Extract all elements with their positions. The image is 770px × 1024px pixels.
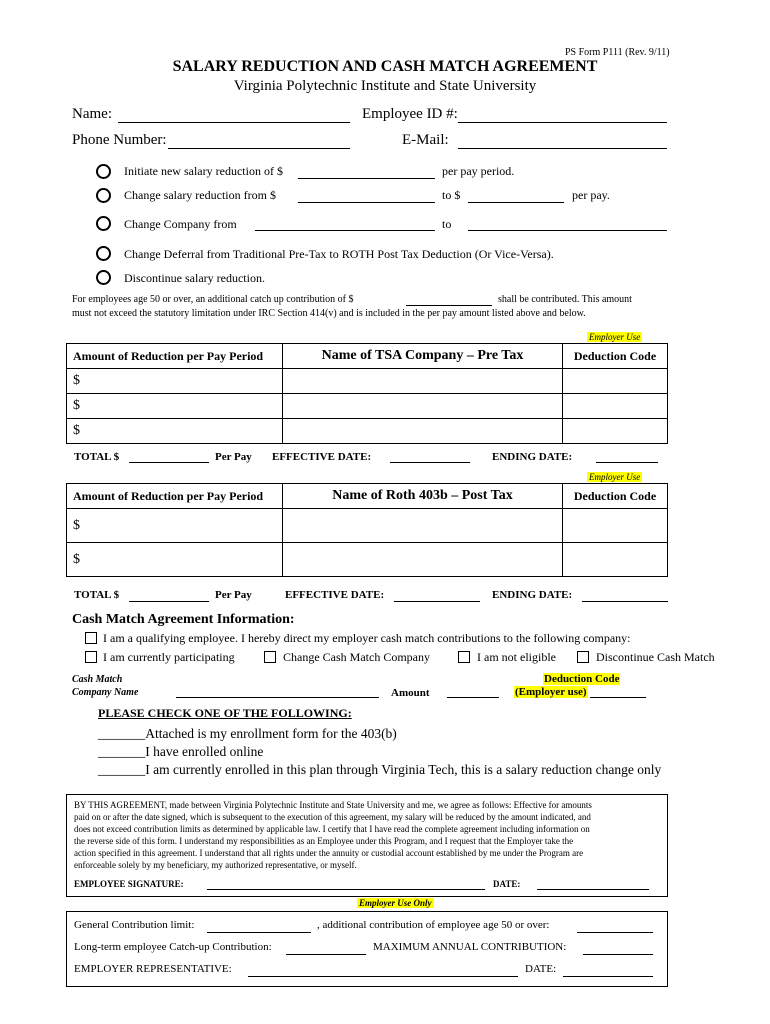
rep-date-label: DATE: [525, 963, 557, 975]
cash-match-deduction-code-field[interactable] [590, 697, 646, 698]
employee-id-label: Employee ID #: [362, 106, 458, 122]
tsa-table [66, 343, 668, 444]
general-limit-label: General Contribution limit: [74, 919, 195, 931]
roth-per-pay-label: Per Pay [215, 589, 252, 601]
employer-use-tag: Employer Use [589, 332, 641, 342]
table-row[interactable] [67, 419, 668, 444]
rep-label: EMPLOYER REPRESENTATIVE: [74, 963, 232, 975]
tsa-total-label: TOTAL $ [74, 451, 120, 463]
roth-effective-label: EFFECTIVE DATE: [285, 589, 385, 601]
change-deferral-radio[interactable] [96, 246, 111, 261]
enrollment-option-current[interactable]: _______I am currently enrolled in this plan through Virginia Tech, this is a salary reduction change only [98, 762, 662, 777]
agreement-line: enforceable solely by my beneficiary, my authorized representative, or myself. [74, 860, 357, 870]
table-row[interactable] [67, 369, 668, 394]
change-deferral-label: Change Deferral from Traditional Pre-Tax to ROTH Post Tax Deduction (Or Vice-Versa). [124, 247, 554, 261]
tsa-total-field[interactable] [129, 462, 209, 463]
name-label: Name: [72, 106, 112, 122]
discontinue-radio[interactable] [96, 270, 111, 285]
longterm-field[interactable] [286, 954, 366, 955]
additional-label: , additional contribution of employee age 50 or over: [317, 919, 550, 931]
email-field[interactable] [458, 148, 667, 149]
cash-match-company-label-2: Company Name [72, 687, 139, 698]
change-company-radio[interactable] [96, 216, 111, 231]
general-limit-field[interactable] [207, 932, 311, 933]
check-one-heading: PLEASE CHECK ONE OF THE FOLLOWING: [98, 706, 352, 720]
max-annual-field[interactable] [583, 954, 653, 955]
roth-company-cell[interactable] [283, 509, 563, 543]
catchup-amount-field[interactable] [406, 305, 492, 306]
cash-match-heading: Cash Match Agreement Information: [72, 612, 295, 627]
employer-use-only-tag: Employer Use Only [359, 898, 432, 908]
agreement-line: does not exceed contribution limits as determined by applicable law. I certify that I have read the complete agreement including information on [74, 824, 590, 834]
max-annual-label: MAXIMUM ANNUAL CONTRIBUTION: [373, 941, 567, 953]
change-cash-match-label: Change Cash Match Company [283, 650, 430, 664]
company-from-field[interactable] [255, 230, 435, 231]
tsa-effective-label: EFFECTIVE DATE: [272, 451, 372, 463]
roth-ending-field[interactable] [582, 601, 668, 602]
additional-field[interactable] [577, 932, 653, 933]
company-to-field[interactable] [468, 230, 667, 231]
cash-match-employer-use-label: (Employer use) [515, 686, 587, 698]
roth-effective-field[interactable] [394, 601, 480, 602]
catchup-text-1b: shall be contributed. This amount [498, 294, 632, 305]
signature-date-label: DATE: [493, 879, 521, 889]
roth-company-cell[interactable] [283, 543, 563, 577]
cash-match-company-field[interactable] [176, 697, 379, 698]
change-cash-match-checkbox[interactable] [264, 651, 276, 663]
roth-total-label: TOTAL $ [74, 589, 120, 601]
not-eligible-checkbox[interactable] [458, 651, 470, 663]
not-eligible-label: I am not eligible [477, 650, 556, 664]
longterm-label: Long-term employee Catch-up Contribution: [74, 941, 272, 953]
change-from-field[interactable] [298, 202, 435, 203]
name-field[interactable] [118, 122, 350, 123]
discontinue-cash-match-label: Discontinue Cash Match [596, 650, 715, 664]
table-row[interactable] [67, 394, 668, 419]
tsa-amount-cell[interactable]: $ [67, 394, 283, 419]
table-row[interactable] [67, 543, 668, 577]
employer-use-box [66, 911, 668, 987]
qualifying-checkbox[interactable] [85, 632, 97, 644]
participating-checkbox[interactable] [85, 651, 97, 663]
initiate-label: Initiate new salary reduction of $ [124, 164, 283, 178]
initiate-amount-field[interactable] [298, 178, 435, 179]
tsa-col-deduction: Deduction Code [563, 344, 668, 369]
signature-label: EMPLOYEE SIGNATURE: [74, 879, 184, 889]
tsa-company-cell[interactable] [283, 419, 563, 444]
tsa-ending-label: ENDING DATE: [492, 451, 573, 463]
cash-match-amount-label: Amount [391, 687, 430, 699]
initiate-radio[interactable] [96, 164, 111, 179]
qualifying-label: I am a qualifying employee. I hereby direct my employer cash match contributions to the following company: [103, 631, 631, 645]
university-name: Virginia Polytechnic Institute and State University [233, 78, 537, 94]
tsa-company-cell[interactable] [283, 369, 563, 394]
change-to-field[interactable] [468, 202, 564, 203]
roth-code-cell[interactable] [563, 543, 668, 577]
employer-use-tag: Employer Use [589, 472, 641, 482]
per-pay-label: per pay. [572, 188, 610, 202]
phone-label: Phone Number: [72, 132, 167, 148]
tsa-code-cell[interactable] [563, 419, 668, 444]
tsa-amount-cell[interactable]: $ [67, 419, 283, 444]
tsa-col-amount: Amount of Reduction per Pay Period [67, 344, 283, 369]
rep-field[interactable] [248, 976, 518, 977]
agreement-line: BY THIS AGREEMENT, made between Virginia Polytechnic Institute and State University and me, we agree as follows: Effective for amounts [74, 800, 592, 810]
agreement-line: paid on or after the date signed, which is subsequent to the execution of this agreement, my salary will be reduced by the amount indicated, and [74, 812, 591, 822]
employee-id-field[interactable] [458, 122, 667, 123]
cash-match-company-label-1: Cash Match [72, 674, 123, 685]
catchup-text-1a: For employees age 50 or over, an additional catch up contribution of $ [72, 294, 354, 305]
tsa-amount-cell[interactable]: $ [67, 369, 283, 394]
tsa-per-pay-label: Per Pay [215, 451, 252, 463]
roth-table [66, 483, 668, 577]
table-row[interactable] [67, 509, 668, 543]
email-label: E-Mail: [402, 132, 449, 148]
roth-code-cell[interactable] [563, 509, 668, 543]
discontinue-label: Discontinue salary reduction. [124, 271, 265, 285]
roth-ending-label: ENDING DATE: [492, 589, 573, 601]
agreement-line: action specified in this agreement. I understand that all rights under the annuity or custodial account established by me under the Program are [74, 848, 584, 858]
tsa-code-cell[interactable] [563, 394, 668, 419]
roth-col-deduction: Deduction Code [563, 484, 668, 509]
tsa-code-cell[interactable] [563, 369, 668, 394]
roth-total-field[interactable] [129, 601, 209, 602]
signature-date-field[interactable] [537, 889, 649, 890]
to-label: to [442, 217, 452, 231]
tsa-company-cell[interactable] [283, 394, 563, 419]
discontinue-cash-match-checkbox[interactable] [577, 651, 589, 663]
form-number: PS Form P111 (Rev. 9/11) [565, 47, 670, 58]
change-amount-radio[interactable] [96, 188, 111, 203]
agreement-box [66, 794, 668, 897]
to-dollar-label: to $ [442, 188, 461, 202]
tsa-ending-field[interactable] [596, 462, 658, 463]
page-title: SALARY REDUCTION AND CASH MATCH AGREEMENT [172, 58, 598, 75]
cash-match-amount-field[interactable] [447, 697, 499, 698]
agreement-line: the reverse side of this form. I understand my responsibilities as an Employee under this Program, and I request that the Employer take the [74, 836, 574, 846]
roth-col-company: Name of Roth 403b – Post Tax [283, 484, 563, 509]
catchup-text-2: must not exceed the statutory limitation under IRC Section 414(v) and is included in the per pay amount listed above and below. [72, 308, 586, 319]
roth-amount-cell[interactable]: $ [67, 509, 283, 543]
enrollment-option-online[interactable]: _______I have enrolled online [98, 744, 264, 759]
enrollment-option-attached[interactable]: _______Attached is my enrollment form for the 403(b) [98, 726, 397, 741]
rep-date-field[interactable] [563, 976, 653, 977]
per-pay-period-label: per pay period. [442, 164, 515, 178]
participating-label: I am currently participating [103, 650, 235, 664]
tsa-effective-field[interactable] [390, 462, 470, 463]
tsa-col-company: Name of TSA Company – Pre Tax [283, 344, 563, 369]
phone-field[interactable] [168, 148, 350, 149]
roth-amount-cell[interactable]: $ [67, 543, 283, 577]
signature-field[interactable] [207, 889, 485, 890]
change-from-label: Change salary reduction from $ [124, 188, 276, 202]
cash-match-deduction-code-label: Deduction Code [544, 673, 620, 685]
roth-col-amount: Amount of Reduction per Pay Period [67, 484, 283, 509]
change-company-label: Change Company from [124, 217, 237, 231]
